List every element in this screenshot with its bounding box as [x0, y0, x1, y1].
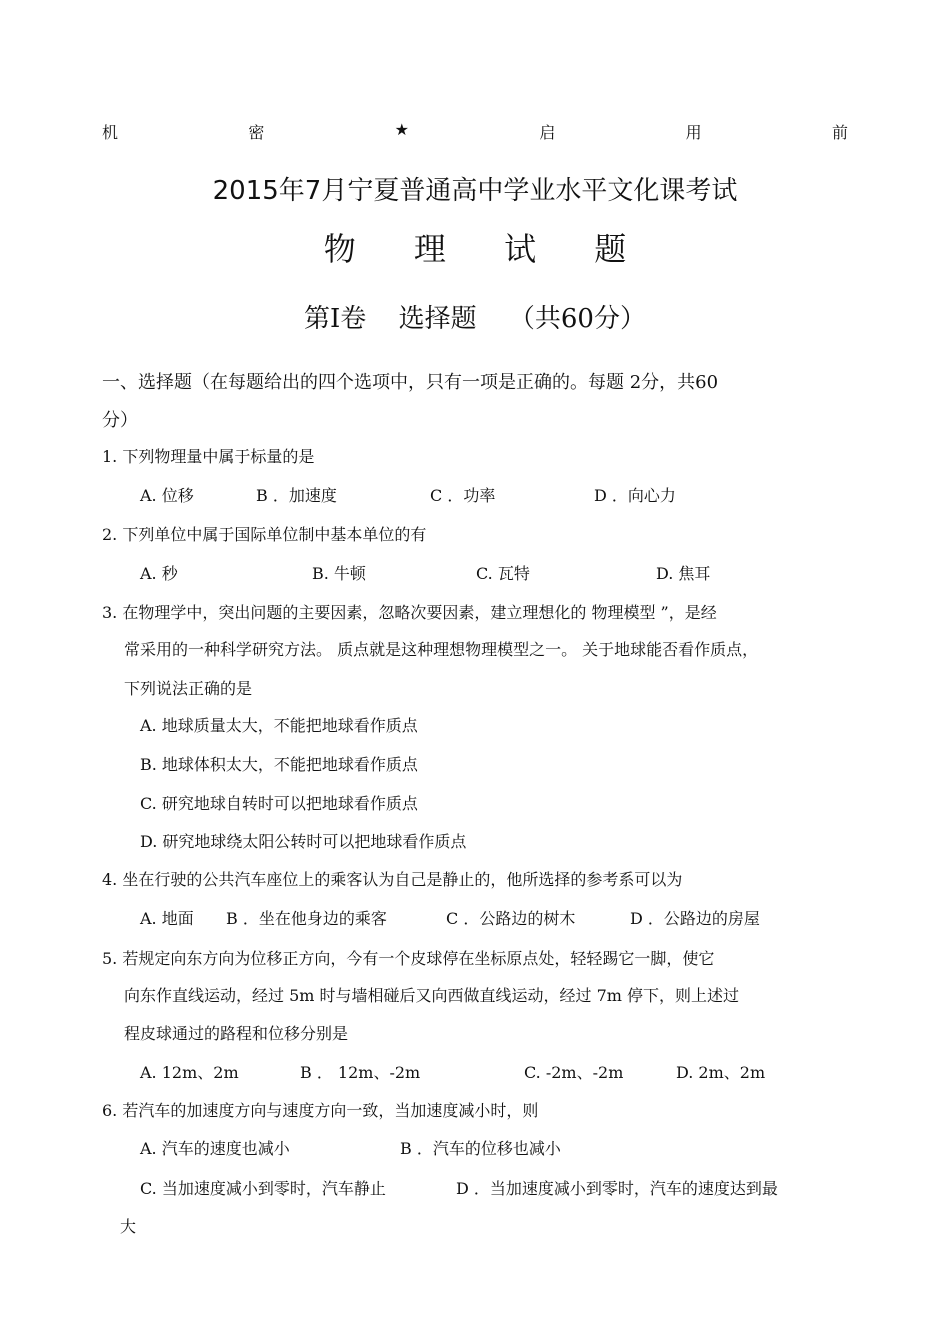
question-stem: 5. 若规定向东方向为位移正方向，今有一个皮球停在坐标原点处，轻轻踢它一脚，使它 — [102, 949, 715, 968]
option-b: B ． 12m、-2m — [300, 1063, 421, 1082]
option-a: A. 秒 — [140, 564, 178, 583]
option-b: B ．坐在他身边的乘客 — [226, 909, 387, 928]
option-a: A. 12m、2m — [140, 1063, 239, 1082]
option-a: A. 位移 — [140, 486, 194, 505]
option-c: C. 当加速度减小到零时，汽车静止 — [140, 1179, 386, 1198]
question-stem: 6. 若汽车的加速度方向与速度方向一致，当加速度减小时，则 — [102, 1101, 539, 1120]
section-instruction: 一、选择题（在每题给出的四个选项中，只有一项是正确的。每题 2分，共60 — [102, 372, 719, 393]
option-d: D. 2m、2m — [676, 1063, 766, 1082]
option-c: C ．功率 — [430, 486, 496, 505]
option-d: D ．公路边的房屋 — [630, 909, 760, 928]
option-c: C. 研究地球自转时可以把地球看作质点 — [140, 794, 418, 813]
question-stem-cont: 下列说法正确的是 — [124, 679, 253, 698]
question-stem: 2. 下列单位中属于国际单位制中基本单位的有 — [102, 525, 427, 544]
option-a: A. 地面 — [140, 909, 194, 928]
option-c: C ．公路边的树木 — [446, 909, 576, 928]
exam-title: 2015年7月宁夏普通高中学业水平文化课考试 — [212, 176, 738, 206]
star-icon: ★ — [394, 120, 409, 139]
option-a: A. 地球质量太大，不能把地球看作质点 — [140, 716, 418, 735]
confidential-char: 机 — [102, 123, 119, 142]
section-instruction-cont: 分） — [102, 410, 138, 431]
volume-score: （共60分） — [508, 304, 646, 334]
option-d: D ．向心力 — [594, 486, 676, 505]
option-b: B. 地球体积太大，不能把地球看作质点 — [140, 755, 418, 774]
option-b: B. 牛顿 — [312, 564, 366, 583]
volume-label: 第Ⅰ卷 — [304, 304, 367, 334]
option-b: B ．加速度 — [256, 486, 337, 505]
option-b: B ．汽车的位移也减小 — [400, 1139, 561, 1158]
confidential-char: 密 — [248, 123, 265, 142]
confidential-char: 用 — [685, 123, 702, 142]
option-d-cont: 大 — [120, 1217, 137, 1236]
question-stem-cont: 程皮球通过的路程和位移分别是 — [124, 1024, 349, 1043]
question-stem: 1. 下列物理量中属于标量的是 — [102, 447, 315, 466]
option-c: C. -2m、-2m — [524, 1063, 624, 1082]
option-d: D ．当加速度减小到零时，汽车的速度达到最 — [456, 1179, 778, 1198]
option-d: D. 研究地球绕太阳公转时可以把地球看作质点 — [140, 832, 467, 851]
option-c: C. 瓦特 — [476, 564, 530, 583]
question-stem-cont: 向东作直线运动，经过 5m 时与墙相碰后又向西做直线运动，经过 7m 停下，则上述过 — [124, 986, 740, 1005]
confidential-char: 前 — [831, 123, 848, 142]
volume-heading — [0, 298, 950, 335]
option-a: A. 汽车的速度也减小 — [140, 1139, 290, 1158]
volume-type: 选择题 — [398, 304, 477, 334]
question-stem: 4. 坐在行驶的公共汽车座位上的乘客认为自己是静止的，他所选择的参考系可以为 — [102, 870, 683, 889]
option-d: D. 焦耳 — [656, 564, 711, 583]
question-stem: 3. 在物理学中，突出问题的主要因素，忽略次要因素，建立理想化的 物理模型 ”，是经 — [102, 603, 717, 622]
subject-title: 物 理 试 题 — [323, 230, 651, 268]
confidential-stamp — [102, 120, 848, 143]
confidential-char: 启 — [539, 123, 556, 142]
question-stem-cont: 常采用的一种科学研究方法。 质点就是这种理想物理模型之一。 关于地球能否看作质点， — [124, 640, 759, 659]
